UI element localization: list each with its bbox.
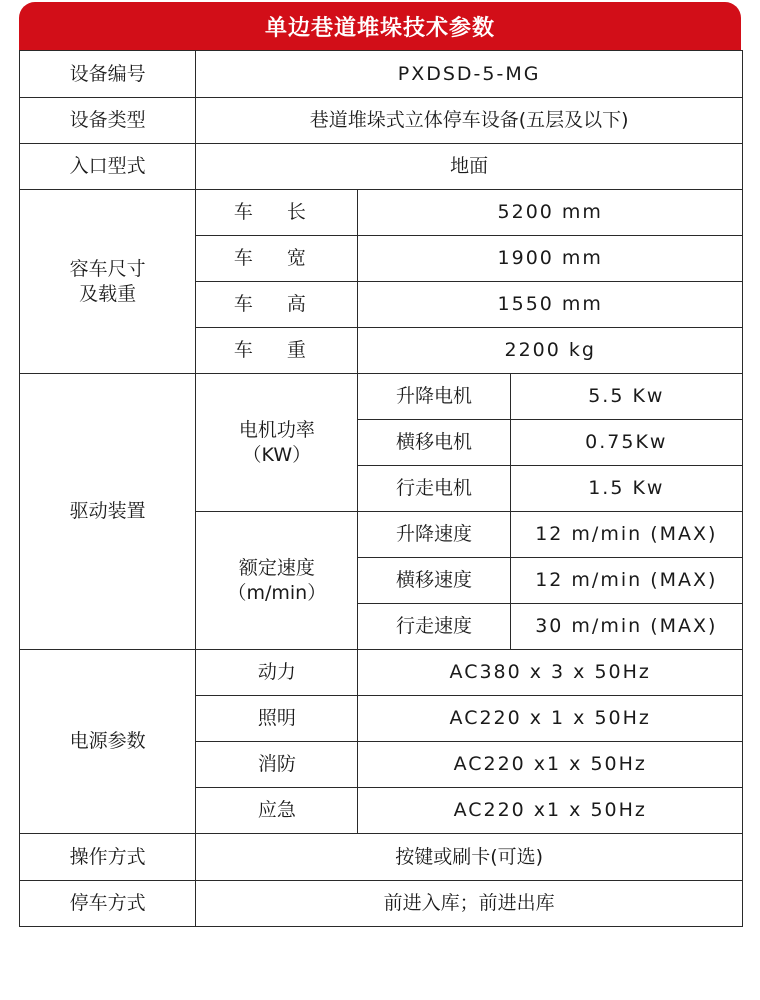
table-title-banner: [19, 2, 741, 50]
car-item-value: 2200 kg: [358, 328, 743, 374]
row-value-model: PXDSD-5-MG: [196, 51, 743, 98]
group-label-drive: 驱动装置: [20, 374, 196, 650]
power-label-line1: 电机功率: [238, 418, 315, 441]
power-item-label: 升降电机: [358, 374, 510, 420]
supply-item-value: AC220 x 1 x 50Hz: [358, 696, 743, 742]
car-item-value: 5200 mm: [358, 190, 743, 236]
row-value-entrance: 地面: [196, 144, 743, 190]
power-item-value: 1.5 Kw: [510, 466, 742, 512]
power-label-line2: （KW）: [242, 443, 312, 466]
table-row: [20, 881, 743, 927]
row-value-type: 巷道堆垛式立体停车设备(五层及以下): [196, 98, 743, 144]
speed-item-value: 12 m/min (MAX): [510, 512, 742, 558]
car-item-label: 车 重: [196, 328, 358, 374]
group-label-car: [20, 190, 196, 374]
spec-table: [19, 50, 743, 927]
supply-item-value: AC220 x1 x 50Hz: [358, 742, 743, 788]
table-row: [20, 374, 743, 420]
car-item-value: 1550 mm: [358, 282, 743, 328]
row-label-entrance: 入口型式: [20, 144, 196, 190]
car-label-line1: 容车尺寸: [69, 257, 146, 280]
subgroup-label-speed: [196, 512, 358, 650]
speed-item-label: 横移速度: [358, 558, 510, 604]
supply-item-label: 应急: [196, 788, 358, 834]
row-value-parking: 前进入库；前进出库: [196, 881, 743, 927]
table-row: [20, 51, 743, 98]
car-item-value: 1900 mm: [358, 236, 743, 282]
group-label-power-supply: 电源参数: [20, 650, 196, 834]
car-label-line2: 及载重: [79, 282, 137, 305]
supply-item-label: 动力: [196, 650, 358, 696]
row-value-operation: 按键或刷卡(可选): [196, 834, 743, 881]
car-item-label: 车 宽: [196, 236, 358, 282]
speed-item-label: 升降速度: [358, 512, 510, 558]
row-label-operation: 操作方式: [20, 834, 196, 881]
subgroup-label-power: [196, 374, 358, 512]
speed-label-line2: （m/min）: [227, 581, 327, 604]
row-label-type: 设备类型: [20, 98, 196, 144]
power-item-value: 0.75Kw: [510, 420, 742, 466]
supply-item-label: 消防: [196, 742, 358, 788]
speed-label-line1: 额定速度: [238, 556, 315, 579]
table-row: [20, 190, 743, 236]
table-row: [20, 98, 743, 144]
table-row: [20, 650, 743, 696]
speed-item-value: 30 m/min (MAX): [510, 604, 742, 650]
car-item-label: 车 高: [196, 282, 358, 328]
power-item-label: 行走电机: [358, 466, 510, 512]
speed-item-value: 12 m/min (MAX): [510, 558, 742, 604]
supply-item-label: 照明: [196, 696, 358, 742]
supply-item-value: AC220 x1 x 50Hz: [358, 788, 743, 834]
row-label-model: 设备编号: [20, 51, 196, 98]
table-title: 单边巷道堆垛技术参数: [264, 15, 495, 41]
table-row: [20, 144, 743, 190]
car-item-label: 车 长: [196, 190, 358, 236]
table-row: [20, 834, 743, 881]
row-label-parking: 停车方式: [20, 881, 196, 927]
speed-item-label: 行走速度: [358, 604, 510, 650]
power-item-label: 横移电机: [358, 420, 510, 466]
power-item-value: 5.5 Kw: [510, 374, 742, 420]
supply-item-value: AC380 x 3 x 50Hz: [358, 650, 743, 696]
